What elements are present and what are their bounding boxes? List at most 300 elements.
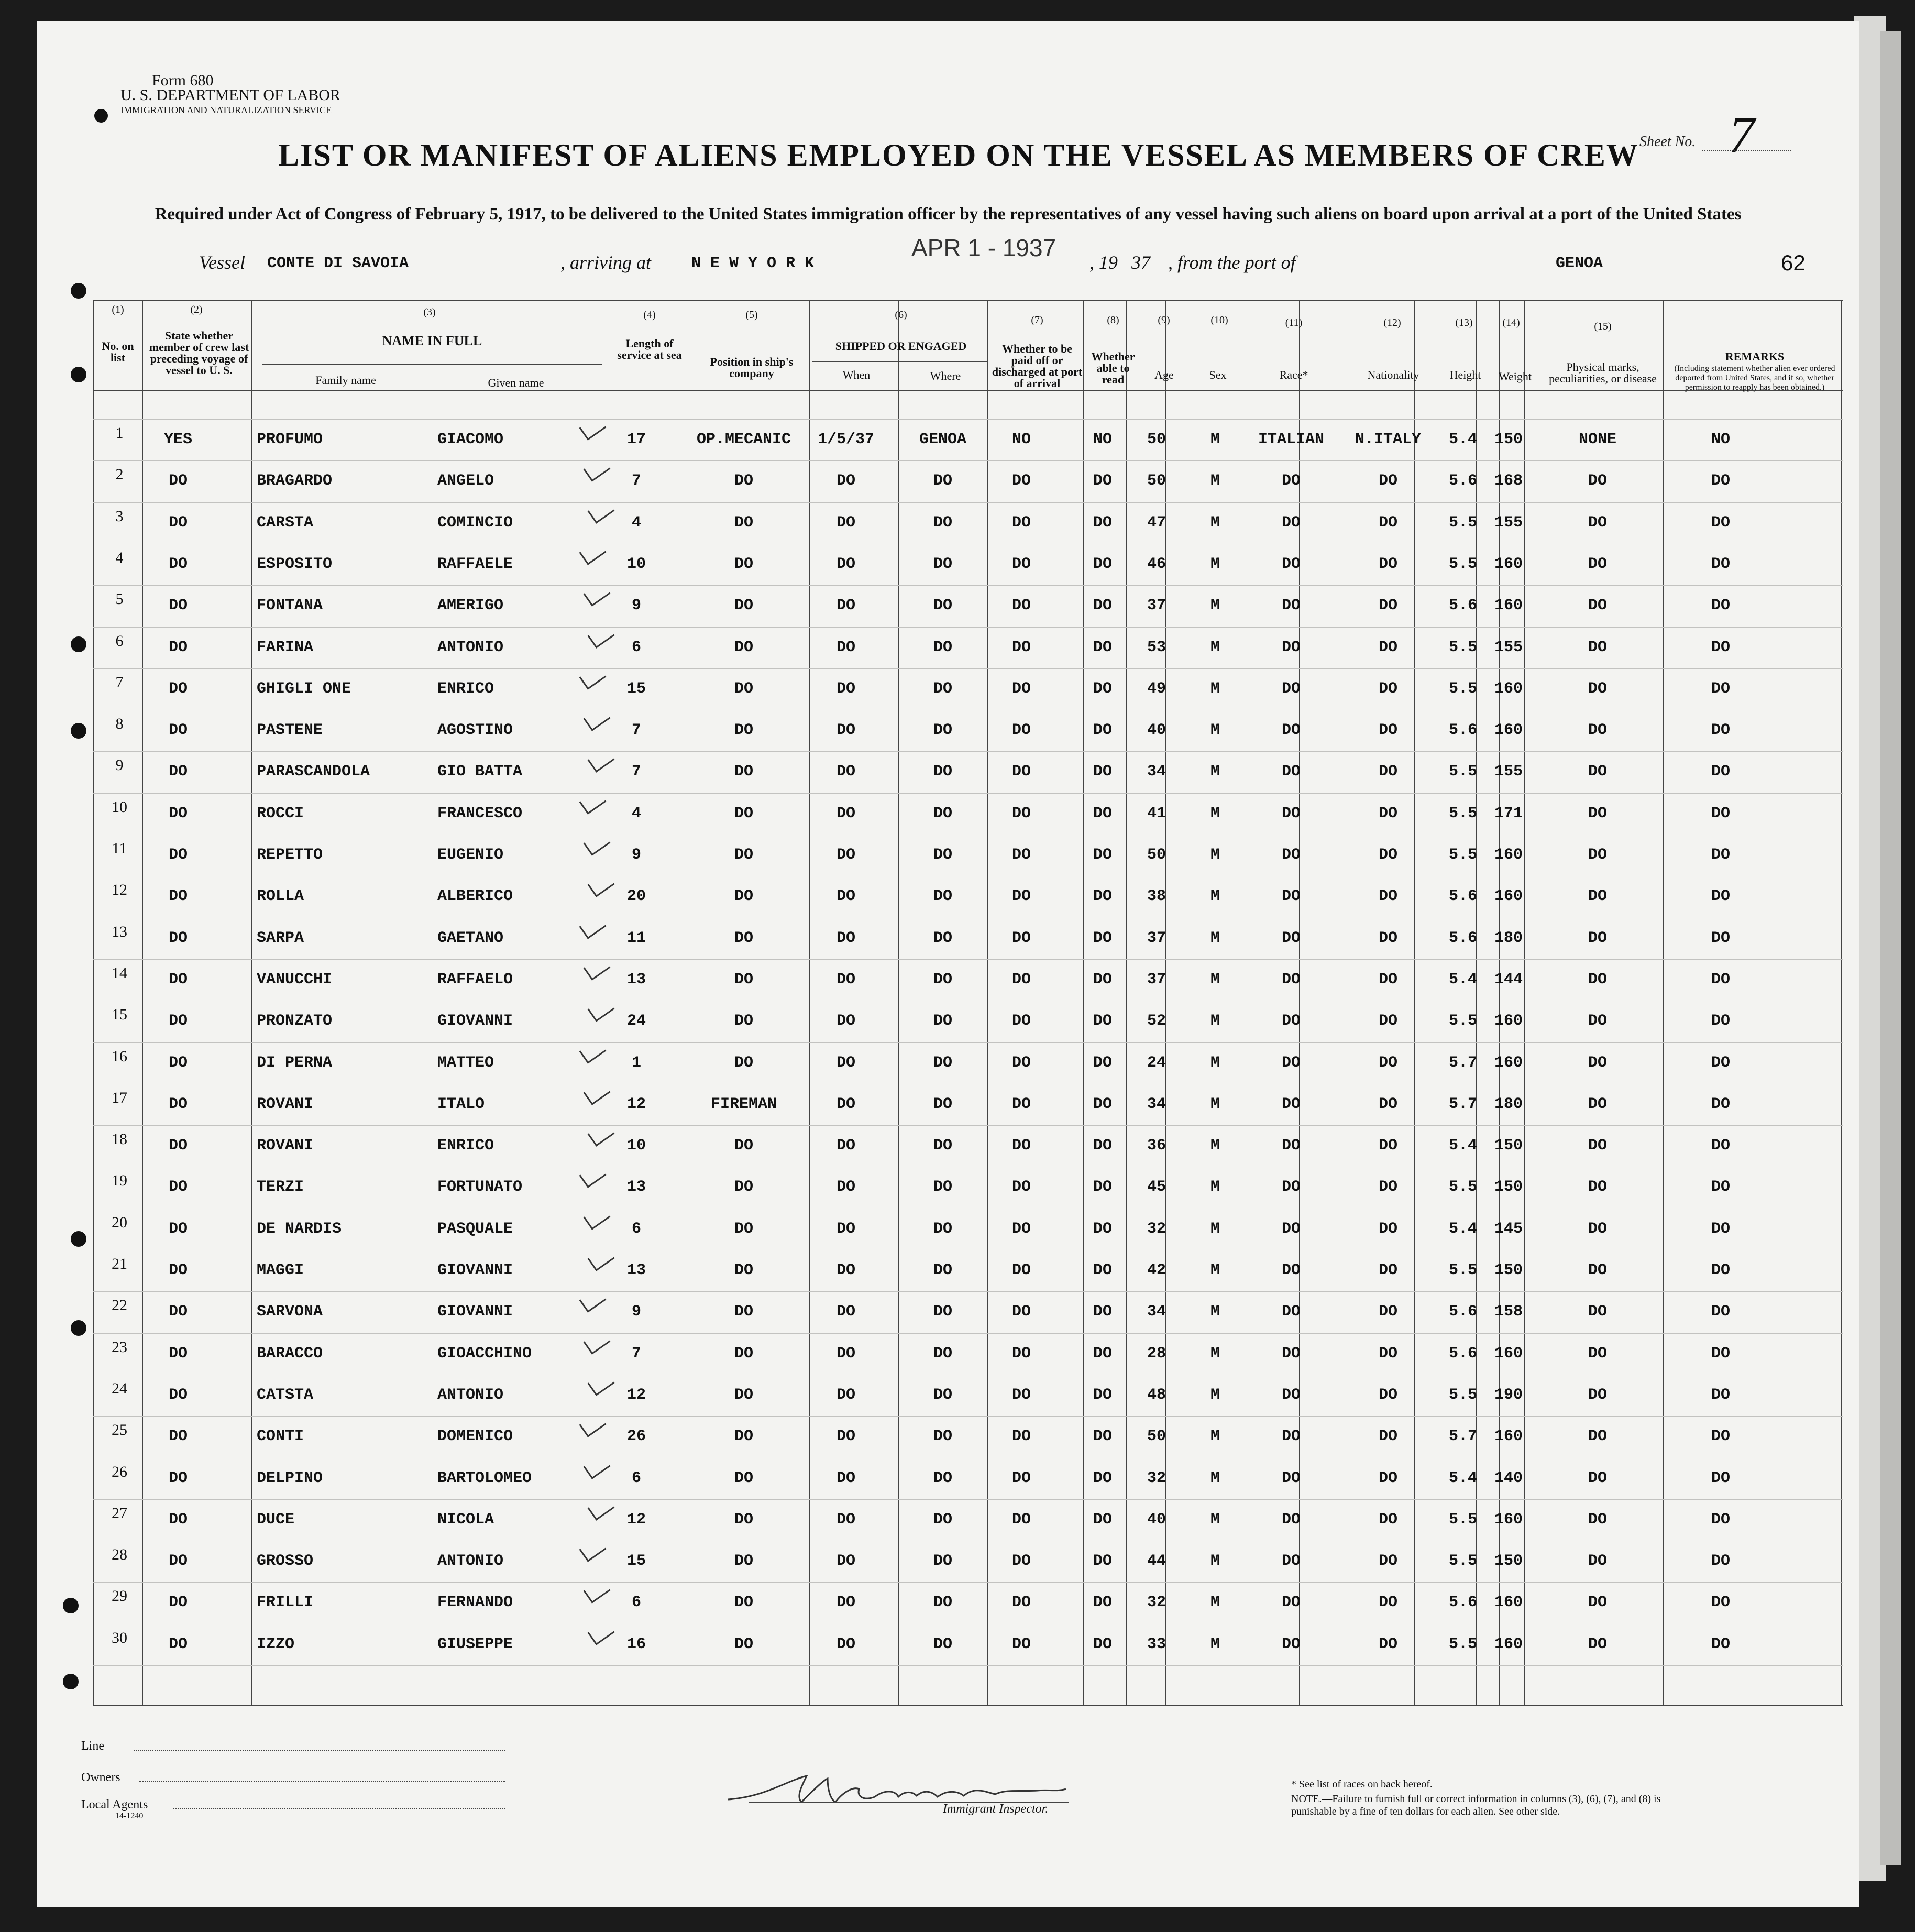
physical-marks-cell: NONE bbox=[1578, 431, 1617, 448]
previous-voyage-cell: DO bbox=[168, 555, 188, 573]
arriving-label: , arriving at bbox=[560, 252, 652, 273]
paid-off-cell: NO bbox=[1011, 431, 1031, 448]
paid-off-cell: DO bbox=[1011, 1303, 1031, 1321]
where-engaged-cell: DO bbox=[933, 846, 953, 864]
age-cell: 32 bbox=[1147, 1469, 1166, 1487]
weight-cell: 160 bbox=[1494, 680, 1523, 698]
physical-marks-cell: DO bbox=[1588, 1345, 1608, 1363]
col-header-where: Where bbox=[930, 369, 961, 382]
service-length-cell: 7 bbox=[631, 472, 642, 490]
row-guide-line bbox=[93, 460, 1843, 461]
row-number: 10 bbox=[112, 798, 127, 816]
given-name-cell: PASQUALE bbox=[437, 1220, 513, 1238]
position-cell: DO bbox=[734, 1469, 754, 1487]
previous-voyage-cell: DO bbox=[168, 1303, 188, 1321]
family-name-cell: IZZO bbox=[257, 1635, 295, 1653]
height-cell: 5.6 bbox=[1448, 1303, 1478, 1321]
weight-cell: 140 bbox=[1494, 1469, 1523, 1487]
row-number: 5 bbox=[115, 590, 124, 608]
position-cell: DO bbox=[734, 1137, 754, 1155]
able-to-read-cell: DO bbox=[1093, 1303, 1113, 1321]
physical-marks-cell: DO bbox=[1588, 1012, 1608, 1030]
sheet-number-label: Sheet No. bbox=[1639, 134, 1696, 150]
family-name-cell: DELPINO bbox=[257, 1469, 323, 1487]
col-number: (2) bbox=[190, 304, 203, 315]
nationality-cell: DO bbox=[1378, 680, 1398, 698]
service-length-cell: 6 bbox=[631, 639, 642, 656]
year-value: 37 bbox=[1131, 252, 1150, 273]
previous-voyage-cell: DO bbox=[168, 763, 188, 781]
sex-cell: M bbox=[1210, 1095, 1220, 1113]
age-cell: 49 bbox=[1147, 680, 1166, 698]
able-to-read-cell: DO bbox=[1093, 721, 1113, 739]
position-cell: DO bbox=[734, 1345, 754, 1363]
given-name-cell: AMERIGO bbox=[437, 597, 504, 614]
position-cell: DO bbox=[734, 680, 754, 698]
when-engaged-cell: DO bbox=[836, 1511, 856, 1529]
col-header-race: Race* bbox=[1279, 368, 1308, 381]
where-engaged-cell: DO bbox=[933, 763, 953, 781]
height-cell: 5.6 bbox=[1448, 597, 1478, 614]
where-engaged-cell: DO bbox=[933, 1511, 953, 1529]
height-cell: 5.6 bbox=[1448, 721, 1478, 739]
column-divider bbox=[1499, 300, 1500, 1705]
paid-off-cell: DO bbox=[1011, 680, 1031, 698]
paid-off-cell: DO bbox=[1011, 1095, 1031, 1113]
service-length-cell: 9 bbox=[631, 846, 642, 864]
row-guide-line bbox=[93, 1499, 1843, 1500]
position-cell: DO bbox=[734, 1261, 754, 1279]
age-cell: 53 bbox=[1147, 639, 1166, 656]
row-number: 27 bbox=[112, 1505, 127, 1522]
race-cell: DO bbox=[1281, 555, 1301, 573]
when-engaged-cell: DO bbox=[836, 1552, 856, 1570]
where-engaged-cell: DO bbox=[933, 1552, 953, 1570]
race-cell: DO bbox=[1281, 514, 1301, 532]
service-length-cell: 20 bbox=[626, 887, 646, 905]
height-cell: 5.4 bbox=[1448, 1220, 1478, 1238]
service-length-cell: 13 bbox=[626, 1261, 646, 1279]
nationality-cell: DO bbox=[1378, 1635, 1398, 1653]
col-number: (6) bbox=[895, 309, 907, 321]
where-engaged-cell: DO bbox=[933, 1220, 953, 1238]
sheet-number-line bbox=[1702, 150, 1791, 151]
family-name-cell: FONTANA bbox=[257, 597, 323, 614]
paid-off-cell: DO bbox=[1011, 1386, 1031, 1404]
weight-cell: 160 bbox=[1494, 555, 1523, 573]
service-length-cell: 9 bbox=[631, 1303, 642, 1321]
paid-off-cell: DO bbox=[1011, 1635, 1031, 1653]
previous-voyage-cell: DO bbox=[168, 1261, 188, 1279]
position-cell: DO bbox=[734, 971, 754, 989]
col-number: (7) bbox=[1031, 314, 1043, 326]
physical-marks-cell: DO bbox=[1588, 1178, 1608, 1196]
sex-cell: M bbox=[1210, 971, 1220, 989]
remarks-cell: DO bbox=[1711, 1261, 1731, 1279]
service-length-cell: 6 bbox=[631, 1594, 642, 1611]
weight-cell: 160 bbox=[1494, 1594, 1523, 1611]
family-name-cell: DI PERNA bbox=[257, 1054, 333, 1072]
given-name-cell: ENRICO bbox=[437, 1137, 494, 1155]
nationality-cell: DO bbox=[1378, 1178, 1398, 1196]
height-cell: 5.7 bbox=[1448, 1054, 1478, 1072]
service-length-cell: 9 bbox=[631, 597, 642, 614]
remarks-cell: DO bbox=[1711, 1178, 1731, 1196]
departure-port: GENOA bbox=[1556, 255, 1603, 272]
previous-voyage-cell: DO bbox=[168, 846, 188, 864]
remarks-cell: NO bbox=[1711, 431, 1731, 448]
able-to-read-cell: DO bbox=[1093, 1594, 1113, 1611]
given-name-cell: GIOVANNI bbox=[437, 1012, 513, 1030]
sex-cell: M bbox=[1210, 1594, 1220, 1611]
row-number: 7 bbox=[115, 674, 124, 691]
previous-voyage-cell: DO bbox=[168, 1178, 188, 1196]
sex-cell: M bbox=[1210, 1428, 1220, 1445]
age-cell: 36 bbox=[1147, 1137, 1166, 1155]
height-cell: 5.5 bbox=[1448, 555, 1478, 573]
paid-off-cell: DO bbox=[1011, 1178, 1031, 1196]
col-number: (5) bbox=[745, 309, 758, 321]
remarks-cell: DO bbox=[1711, 472, 1731, 490]
row-guide-line bbox=[93, 959, 1843, 960]
family-name-cell: FARINA bbox=[257, 639, 314, 656]
able-to-read-cell: NO bbox=[1093, 431, 1113, 448]
height-cell: 5.5 bbox=[1448, 1511, 1478, 1529]
row-number: 20 bbox=[112, 1214, 127, 1231]
height-cell: 5.5 bbox=[1448, 1178, 1478, 1196]
given-name-cell: AGOSTINO bbox=[437, 721, 513, 739]
position-cell: DO bbox=[734, 1012, 754, 1030]
physical-marks-cell: DO bbox=[1588, 1261, 1608, 1279]
when-engaged-cell: DO bbox=[836, 472, 856, 490]
age-cell: 42 bbox=[1147, 1261, 1166, 1279]
sex-cell: M bbox=[1210, 1303, 1220, 1321]
weight-cell: 160 bbox=[1494, 597, 1523, 614]
family-name-cell: PARASCANDOLA bbox=[257, 763, 370, 781]
col-number: (3) bbox=[423, 306, 436, 318]
height-cell: 5.5 bbox=[1448, 805, 1478, 822]
race-cell: DO bbox=[1281, 1095, 1301, 1113]
col-number: (12) bbox=[1383, 317, 1401, 328]
race-cell: DO bbox=[1281, 971, 1301, 989]
where-engaged-cell: DO bbox=[933, 1261, 953, 1279]
physical-marks-cell: DO bbox=[1588, 763, 1608, 781]
able-to-read-cell: DO bbox=[1093, 1386, 1113, 1404]
previous-voyage-cell: DO bbox=[168, 514, 188, 532]
col-header-shipped-engaged: SHIPPED OR ENGAGED bbox=[835, 339, 967, 353]
weight-cell: 180 bbox=[1494, 1095, 1523, 1113]
form-id-block bbox=[120, 73, 340, 117]
when-engaged-cell: DO bbox=[836, 1095, 856, 1113]
page-title: LIST OR MANIFEST OF ALIENS EMPLOYED ON THE VESSEL AS MEMBERS OF CREW bbox=[278, 138, 1639, 172]
race-cell: DO bbox=[1281, 639, 1301, 656]
when-engaged-cell: DO bbox=[836, 639, 856, 656]
sex-cell: M bbox=[1210, 1386, 1220, 1404]
when-engaged-cell: DO bbox=[836, 763, 856, 781]
height-cell: 5.7 bbox=[1448, 1095, 1478, 1113]
race-cell: DO bbox=[1281, 846, 1301, 864]
column-divider bbox=[1299, 300, 1300, 1705]
row-number: 13 bbox=[112, 923, 127, 940]
position-cell: DO bbox=[734, 846, 754, 864]
service-length-cell: 4 bbox=[631, 805, 642, 822]
when-engaged-cell: DO bbox=[836, 597, 856, 614]
family-name-cell: ROVANI bbox=[257, 1137, 314, 1155]
physical-marks-cell: DO bbox=[1588, 597, 1608, 614]
height-cell: 5.5 bbox=[1448, 680, 1478, 698]
row-guide-line bbox=[93, 793, 1843, 794]
position-cell: DO bbox=[734, 1428, 754, 1445]
sex-cell: M bbox=[1210, 1178, 1220, 1196]
weight-cell: 190 bbox=[1494, 1386, 1523, 1404]
sex-cell: M bbox=[1210, 1012, 1220, 1030]
given-name-cell: RAFFAELE bbox=[437, 555, 513, 573]
where-engaged-cell: DO bbox=[933, 1469, 953, 1487]
paid-off-cell: DO bbox=[1011, 1511, 1031, 1529]
col-header-physical-marks: Physical marks, peculiarities, or disease bbox=[1549, 360, 1657, 385]
family-name-cell: CATSTA bbox=[257, 1386, 314, 1404]
weight-cell: 144 bbox=[1494, 971, 1523, 989]
previous-voyage-cell: DO bbox=[168, 1511, 188, 1529]
col-header-given-name: Given name bbox=[488, 376, 544, 389]
physical-marks-cell: DO bbox=[1588, 971, 1608, 989]
weight-cell: 160 bbox=[1494, 1635, 1523, 1653]
previous-voyage-cell: DO bbox=[168, 971, 188, 989]
remarks-cell: DO bbox=[1711, 1594, 1731, 1611]
paid-off-cell: DO bbox=[1011, 555, 1031, 573]
physical-marks-cell: DO bbox=[1588, 680, 1608, 698]
race-cell: DO bbox=[1281, 1386, 1301, 1404]
race-cell: DO bbox=[1281, 1012, 1301, 1030]
row-number: 9 bbox=[115, 756, 124, 774]
sex-cell: M bbox=[1210, 1469, 1220, 1487]
remarks-cell: DO bbox=[1711, 805, 1731, 822]
row-guide-line bbox=[93, 419, 1843, 420]
paid-off-cell: DO bbox=[1011, 1220, 1031, 1238]
height-cell: 5.5 bbox=[1448, 1386, 1478, 1404]
race-cell: DO bbox=[1281, 763, 1301, 781]
row-guide-line bbox=[93, 1125, 1843, 1126]
nationality-cell: DO bbox=[1378, 763, 1398, 781]
service-length-cell: 6 bbox=[631, 1469, 642, 1487]
paid-off-cell: DO bbox=[1011, 1012, 1031, 1030]
where-engaged-cell: DO bbox=[933, 1303, 953, 1321]
position-cell: DO bbox=[734, 639, 754, 656]
where-engaged-cell: DO bbox=[933, 639, 953, 656]
previous-voyage-cell: DO bbox=[168, 887, 188, 905]
nationality-cell: DO bbox=[1378, 472, 1398, 490]
able-to-read-cell: DO bbox=[1093, 763, 1113, 781]
age-cell: 47 bbox=[1147, 514, 1166, 532]
remarks-cell: DO bbox=[1711, 1469, 1731, 1487]
height-cell: 5.4 bbox=[1448, 971, 1478, 989]
year-label: , 19 bbox=[1089, 252, 1118, 273]
weight-cell: 150 bbox=[1494, 431, 1523, 448]
given-name-cell: GAETANO bbox=[437, 929, 504, 947]
nationality-cell: DO bbox=[1378, 639, 1398, 656]
remarks-cell: DO bbox=[1711, 555, 1731, 573]
able-to-read-cell: DO bbox=[1093, 1137, 1113, 1155]
height-cell: 5.5 bbox=[1448, 1635, 1478, 1653]
previous-voyage-cell: DO bbox=[168, 1635, 188, 1653]
previous-voyage-cell: YES bbox=[163, 431, 193, 448]
paid-off-cell: DO bbox=[1011, 514, 1031, 532]
service-length-cell: 11 bbox=[626, 929, 646, 947]
nationality-cell: DO bbox=[1378, 1594, 1398, 1611]
col-header-name: NAME IN FULL bbox=[382, 333, 482, 348]
sex-cell: M bbox=[1210, 929, 1220, 947]
service-length-cell: 13 bbox=[626, 1178, 646, 1196]
position-cell: DO bbox=[734, 1178, 754, 1196]
remarks-cell: DO bbox=[1711, 1386, 1731, 1404]
binder-hole bbox=[71, 723, 86, 739]
weight-cell: 160 bbox=[1494, 721, 1523, 739]
where-engaged-cell: DO bbox=[933, 1054, 953, 1072]
age-cell: 44 bbox=[1147, 1552, 1166, 1570]
weight-cell: 160 bbox=[1494, 1428, 1523, 1445]
able-to-read-cell: DO bbox=[1093, 1220, 1113, 1238]
table-top-rule bbox=[93, 300, 1843, 301]
race-cell: DO bbox=[1281, 472, 1301, 490]
family-name-cell: TERZI bbox=[257, 1178, 304, 1196]
previous-voyage-cell: DO bbox=[168, 1428, 188, 1445]
height-cell: 5.5 bbox=[1448, 639, 1478, 656]
col-header-previous-voyage: State whether member of crew last preceding voyage of vessel to U. S. bbox=[149, 329, 249, 377]
age-cell: 28 bbox=[1147, 1345, 1166, 1363]
row-number: 18 bbox=[112, 1130, 127, 1148]
row-guide-line bbox=[93, 502, 1843, 503]
sex-cell: M bbox=[1210, 597, 1220, 614]
age-cell: 37 bbox=[1147, 597, 1166, 614]
underlying-page-edge-2 bbox=[1880, 31, 1901, 1865]
family-name-cell: GROSSO bbox=[257, 1552, 314, 1570]
physical-marks-cell: DO bbox=[1588, 1511, 1608, 1529]
height-cell: 5.4 bbox=[1448, 1469, 1478, 1487]
physical-marks-cell: DO bbox=[1588, 887, 1608, 905]
sex-cell: M bbox=[1210, 763, 1220, 781]
able-to-read-cell: DO bbox=[1093, 805, 1113, 822]
nationality-cell: DO bbox=[1378, 1345, 1398, 1363]
height-cell: 5.7 bbox=[1448, 1428, 1478, 1445]
age-cell: 34 bbox=[1147, 763, 1166, 781]
nationality-cell: DO bbox=[1378, 597, 1398, 614]
race-cell: DO bbox=[1281, 680, 1301, 698]
remarks-cell: DO bbox=[1711, 597, 1731, 614]
physical-marks-cell: DO bbox=[1588, 639, 1608, 656]
row-number: 14 bbox=[112, 964, 127, 982]
where-engaged-cell: DO bbox=[933, 680, 953, 698]
paid-off-cell: DO bbox=[1011, 763, 1031, 781]
paid-off-cell: DO bbox=[1011, 472, 1031, 490]
vessel-label: Vessel bbox=[199, 252, 245, 273]
binder-hole bbox=[71, 283, 86, 299]
paid-off-cell: DO bbox=[1011, 929, 1031, 947]
nationality-cell: DO bbox=[1378, 1386, 1398, 1404]
sex-cell: M bbox=[1210, 1137, 1220, 1155]
where-engaged-cell: DO bbox=[933, 1178, 953, 1196]
sex-cell: M bbox=[1210, 846, 1220, 864]
binder-hole bbox=[63, 1598, 79, 1613]
given-name-cell: ANTONIO bbox=[437, 1552, 504, 1570]
remarks-cell: DO bbox=[1711, 846, 1731, 864]
age-cell: 33 bbox=[1147, 1635, 1166, 1653]
height-cell: 5.5 bbox=[1448, 1552, 1478, 1570]
given-name-cell: ALBERICO bbox=[437, 887, 513, 905]
row-number: 25 bbox=[112, 1421, 127, 1439]
row-number: 29 bbox=[112, 1587, 127, 1605]
given-name-cell: GIOACCHINO bbox=[437, 1345, 532, 1363]
race-cell: DO bbox=[1281, 1469, 1301, 1487]
family-name-cell: GHIGLI ONE bbox=[257, 680, 351, 698]
family-name-cell: DE NARDIS bbox=[257, 1220, 342, 1238]
service-length-cell: 15 bbox=[626, 680, 646, 698]
able-to-read-cell: DO bbox=[1093, 971, 1113, 989]
service-length-cell: 6 bbox=[631, 1220, 642, 1238]
row-number: 30 bbox=[112, 1629, 127, 1646]
age-cell: 50 bbox=[1147, 846, 1166, 864]
where-engaged-cell: DO bbox=[933, 971, 953, 989]
physical-marks-cell: DO bbox=[1588, 929, 1608, 947]
race-cell: DO bbox=[1281, 721, 1301, 739]
position-cell: DO bbox=[734, 1594, 754, 1611]
race-cell: DO bbox=[1281, 805, 1301, 822]
where-engaged-cell: DO bbox=[933, 1095, 953, 1113]
nationality-cell: N.ITALY bbox=[1355, 431, 1422, 448]
when-engaged-cell: DO bbox=[836, 1012, 856, 1030]
age-cell: 34 bbox=[1147, 1095, 1166, 1113]
age-cell: 48 bbox=[1147, 1386, 1166, 1404]
col-number: (4) bbox=[643, 309, 656, 321]
where-engaged-cell: DO bbox=[933, 1386, 953, 1404]
column-divider bbox=[251, 300, 252, 1705]
form-code: 14-1240 bbox=[115, 1812, 144, 1820]
sex-cell: M bbox=[1210, 680, 1220, 698]
where-engaged-cell: DO bbox=[933, 597, 953, 614]
position-cell: DO bbox=[734, 721, 754, 739]
service-length-cell: 12 bbox=[626, 1095, 646, 1113]
weight-cell: 150 bbox=[1494, 1261, 1523, 1279]
family-name-cell: ESPOSITO bbox=[257, 555, 333, 573]
previous-voyage-cell: DO bbox=[168, 1012, 188, 1030]
col-number: (11) bbox=[1285, 317, 1303, 328]
age-cell: 37 bbox=[1147, 929, 1166, 947]
weight-cell: 150 bbox=[1494, 1178, 1523, 1196]
previous-voyage-cell: DO bbox=[168, 1095, 188, 1113]
physical-marks-cell: DO bbox=[1588, 1469, 1608, 1487]
column-divider bbox=[1083, 300, 1084, 1705]
able-to-read-cell: DO bbox=[1093, 929, 1113, 947]
physical-marks-cell: DO bbox=[1588, 1594, 1608, 1611]
row-number: 2 bbox=[115, 466, 124, 483]
paid-off-cell: DO bbox=[1011, 1137, 1031, 1155]
paid-off-cell: DO bbox=[1011, 1428, 1031, 1445]
paid-off-cell: DO bbox=[1011, 1552, 1031, 1570]
when-engaged-cell: DO bbox=[836, 721, 856, 739]
given-name-cell: ANGELO bbox=[437, 472, 494, 490]
nationality-cell: DO bbox=[1378, 887, 1398, 905]
previous-voyage-cell: DO bbox=[168, 721, 188, 739]
given-name-cell: FRANCESCO bbox=[437, 805, 523, 822]
col-number: (1) bbox=[112, 304, 124, 315]
table-border bbox=[1841, 300, 1842, 1705]
given-name-cell: ANTONIO bbox=[437, 639, 504, 656]
row-guide-line bbox=[93, 1333, 1843, 1334]
where-engaged-cell: DO bbox=[933, 1594, 953, 1611]
local-agents-label: Local Agents bbox=[81, 1798, 148, 1812]
row-number: 15 bbox=[112, 1006, 127, 1023]
age-cell: 40 bbox=[1147, 721, 1166, 739]
service-length-cell: 15 bbox=[626, 1552, 646, 1570]
